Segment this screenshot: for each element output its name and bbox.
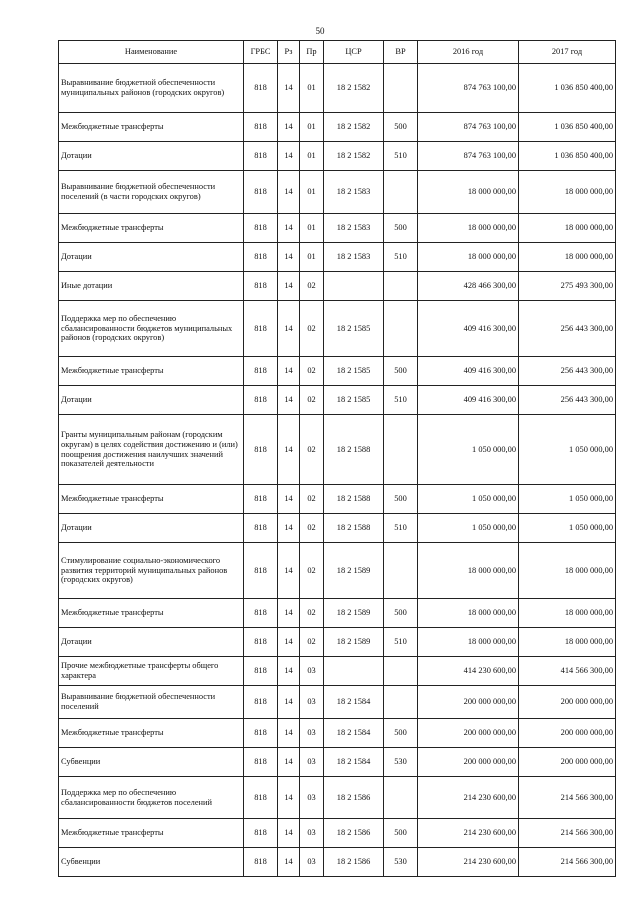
column-header-grbs: ГРБС [244, 41, 278, 64]
cell-vr: 500 [384, 819, 418, 848]
cell-pr: 02 [300, 415, 324, 485]
cell-name: Прочие межбюджетные трансферты общего характера [59, 657, 244, 686]
cell-2016: 428 466 300,00 [418, 272, 519, 301]
cell-vr: 510 [384, 243, 418, 272]
cell-2016: 18 000 000,00 [418, 628, 519, 657]
cell-grbs: 818 [244, 113, 278, 142]
cell-pr: 02 [300, 272, 324, 301]
cell-rz: 14 [278, 415, 300, 485]
cell-csr: 18 2 1586 [324, 819, 384, 848]
cell-pr: 03 [300, 777, 324, 819]
cell-grbs: 818 [244, 686, 278, 719]
cell-vr [384, 301, 418, 357]
table-row [59, 514, 616, 543]
cell-2017: 1 036 850 400,00 [519, 142, 616, 171]
cell-grbs: 818 [244, 357, 278, 386]
cell-2017: 214 566 300,00 [519, 848, 616, 877]
cell-2016: 874 763 100,00 [418, 113, 519, 142]
cell-name: Межбюджетные трансферты [59, 214, 244, 243]
cell-2016: 874 763 100,00 [418, 64, 519, 113]
cell-pr: 01 [300, 142, 324, 171]
cell-vr [384, 64, 418, 113]
cell-vr: 500 [384, 113, 418, 142]
cell-csr: 18 2 1584 [324, 719, 384, 748]
cell-csr: 18 2 1585 [324, 301, 384, 357]
cell-rz: 14 [278, 719, 300, 748]
table-row [59, 657, 616, 686]
table-header-row [59, 41, 616, 64]
cell-rz: 14 [278, 272, 300, 301]
cell-pr: 03 [300, 719, 324, 748]
cell-name: Выравнивание бюджетной обеспеченности поселений (в части городских округов) [59, 171, 244, 214]
cell-pr: 01 [300, 214, 324, 243]
table-row [59, 777, 616, 819]
cell-vr [384, 543, 418, 599]
cell-csr: 18 2 1589 [324, 628, 384, 657]
cell-csr: 18 2 1589 [324, 599, 384, 628]
cell-2017: 200 000 000,00 [519, 748, 616, 777]
cell-pr: 01 [300, 243, 324, 272]
column-header-vr: ВР [384, 41, 418, 64]
cell-rz: 14 [278, 514, 300, 543]
cell-name: Межбюджетные трансферты [59, 485, 244, 514]
cell-name: Дотации [59, 142, 244, 171]
cell-grbs: 818 [244, 543, 278, 599]
cell-vr [384, 686, 418, 719]
cell-name: Выравнивание бюджетной обеспеченности поселений [59, 686, 244, 719]
cell-rz: 14 [278, 357, 300, 386]
cell-2016: 874 763 100,00 [418, 142, 519, 171]
cell-csr: 18 2 1588 [324, 514, 384, 543]
table-row [59, 819, 616, 848]
cell-vr: 500 [384, 485, 418, 514]
cell-2017: 18 000 000,00 [519, 214, 616, 243]
cell-pr: 02 [300, 301, 324, 357]
cell-rz: 14 [278, 628, 300, 657]
cell-vr: 500 [384, 719, 418, 748]
cell-2016: 409 416 300,00 [418, 386, 519, 415]
cell-grbs: 818 [244, 657, 278, 686]
cell-rz: 14 [278, 686, 300, 719]
table-row [59, 357, 616, 386]
table-row [59, 214, 616, 243]
cell-grbs: 818 [244, 848, 278, 877]
cell-rz: 14 [278, 543, 300, 599]
cell-2017: 18 000 000,00 [519, 543, 616, 599]
column-header-pr: Пр [300, 41, 324, 64]
column-header-name: Наименование [59, 41, 244, 64]
column-header-rz: Рз [278, 41, 300, 64]
cell-vr: 500 [384, 357, 418, 386]
cell-2017: 414 566 300,00 [519, 657, 616, 686]
cell-rz: 14 [278, 657, 300, 686]
cell-grbs: 818 [244, 386, 278, 415]
cell-2016: 18 000 000,00 [418, 214, 519, 243]
cell-name: Поддержка мер по обеспечению сбалансированности бюджетов поселений [59, 777, 244, 819]
cell-csr: 18 2 1584 [324, 686, 384, 719]
cell-grbs: 818 [244, 777, 278, 819]
table-row [59, 64, 616, 113]
cell-2017: 200 000 000,00 [519, 719, 616, 748]
cell-2016: 414 230 600,00 [418, 657, 519, 686]
cell-vr [384, 415, 418, 485]
cell-pr: 01 [300, 113, 324, 142]
cell-pr: 01 [300, 171, 324, 214]
cell-2017: 1 036 850 400,00 [519, 64, 616, 113]
cell-name: Межбюджетные трансферты [59, 719, 244, 748]
cell-csr [324, 657, 384, 686]
table-row [59, 171, 616, 214]
cell-grbs: 818 [244, 415, 278, 485]
cell-vr: 510 [384, 628, 418, 657]
table-row [59, 543, 616, 599]
cell-vr: 530 [384, 848, 418, 877]
column-header-2016: 2016 год [418, 41, 519, 64]
cell-pr: 03 [300, 657, 324, 686]
cell-2017: 214 566 300,00 [519, 777, 616, 819]
cell-grbs: 818 [244, 243, 278, 272]
cell-2017: 1 050 000,00 [519, 485, 616, 514]
cell-vr [384, 272, 418, 301]
cell-csr: 18 2 1585 [324, 357, 384, 386]
cell-csr: 18 2 1582 [324, 64, 384, 113]
cell-pr: 02 [300, 514, 324, 543]
cell-vr [384, 171, 418, 214]
cell-2017: 1 050 000,00 [519, 514, 616, 543]
cell-pr: 02 [300, 599, 324, 628]
cell-name: Дотации [59, 628, 244, 657]
cell-csr [324, 272, 384, 301]
cell-rz: 14 [278, 819, 300, 848]
cell-2017: 275 493 300,00 [519, 272, 616, 301]
cell-grbs: 818 [244, 301, 278, 357]
cell-grbs: 818 [244, 64, 278, 113]
column-header-2017: 2017 год [519, 41, 616, 64]
cell-vr: 500 [384, 214, 418, 243]
cell-csr: 18 2 1582 [324, 113, 384, 142]
cell-name: Дотации [59, 243, 244, 272]
cell-csr: 18 2 1588 [324, 415, 384, 485]
cell-grbs: 818 [244, 819, 278, 848]
cell-2017: 18 000 000,00 [519, 628, 616, 657]
cell-rz: 14 [278, 113, 300, 142]
cell-csr: 18 2 1582 [324, 142, 384, 171]
cell-pr: 03 [300, 748, 324, 777]
cell-2016: 1 050 000,00 [418, 514, 519, 543]
cell-2017: 18 000 000,00 [519, 243, 616, 272]
cell-name: Субвенции [59, 748, 244, 777]
cell-vr [384, 657, 418, 686]
cell-pr: 03 [300, 819, 324, 848]
table-row [59, 415, 616, 485]
cell-csr: 18 2 1588 [324, 485, 384, 514]
table-row [59, 113, 616, 142]
table-row [59, 485, 616, 514]
table-row [59, 386, 616, 415]
cell-vr: 530 [384, 748, 418, 777]
table-body [59, 64, 616, 877]
table-row [59, 599, 616, 628]
cell-2017: 214 566 300,00 [519, 819, 616, 848]
column-header-csr: ЦСР [324, 41, 384, 64]
cell-pr: 02 [300, 485, 324, 514]
cell-2017: 256 443 300,00 [519, 301, 616, 357]
cell-name: Субвенции [59, 848, 244, 877]
cell-pr: 03 [300, 686, 324, 719]
cell-2016: 18 000 000,00 [418, 543, 519, 599]
cell-csr: 18 2 1584 [324, 748, 384, 777]
cell-csr: 18 2 1583 [324, 171, 384, 214]
cell-2016: 18 000 000,00 [418, 599, 519, 628]
cell-2016: 18 000 000,00 [418, 171, 519, 214]
budget-table [58, 40, 616, 877]
cell-pr: 03 [300, 848, 324, 877]
cell-grbs: 818 [244, 628, 278, 657]
cell-rz: 14 [278, 243, 300, 272]
cell-2016: 18 000 000,00 [418, 243, 519, 272]
cell-vr: 510 [384, 514, 418, 543]
cell-grbs: 818 [244, 272, 278, 301]
cell-2017: 256 443 300,00 [519, 357, 616, 386]
cell-2016: 214 230 600,00 [418, 777, 519, 819]
cell-2017: 1 036 850 400,00 [519, 113, 616, 142]
table-row [59, 301, 616, 357]
cell-rz: 14 [278, 748, 300, 777]
cell-csr: 18 2 1583 [324, 243, 384, 272]
cell-vr: 510 [384, 142, 418, 171]
cell-rz: 14 [278, 64, 300, 113]
cell-2017: 18 000 000,00 [519, 171, 616, 214]
cell-csr: 18 2 1586 [324, 777, 384, 819]
cell-pr: 02 [300, 386, 324, 415]
cell-2016: 200 000 000,00 [418, 686, 519, 719]
table-row [59, 848, 616, 877]
table-row [59, 243, 616, 272]
cell-name: Иные дотации [59, 272, 244, 301]
cell-rz: 14 [278, 301, 300, 357]
cell-2016: 214 230 600,00 [418, 819, 519, 848]
cell-vr: 500 [384, 599, 418, 628]
cell-name: Межбюджетные трансферты [59, 599, 244, 628]
cell-name: Выравнивание бюджетной обеспеченности муниципальных районов (городских округов) [59, 64, 244, 113]
cell-2017: 200 000 000,00 [519, 686, 616, 719]
cell-name: Поддержка мер по обеспечению сбалансированности бюджетов муниципальных районов (городских округов) [59, 301, 244, 357]
cell-name: Межбюджетные трансферты [59, 357, 244, 386]
table-row [59, 628, 616, 657]
cell-2016: 409 416 300,00 [418, 357, 519, 386]
table-row [59, 272, 616, 301]
cell-name: Межбюджетные трансферты [59, 113, 244, 142]
cell-csr: 18 2 1589 [324, 543, 384, 599]
cell-pr: 02 [300, 357, 324, 386]
cell-csr: 18 2 1583 [324, 214, 384, 243]
cell-rz: 14 [278, 599, 300, 628]
table-row [59, 142, 616, 171]
cell-name: Дотации [59, 514, 244, 543]
cell-rz: 14 [278, 386, 300, 415]
table-row [59, 719, 616, 748]
cell-grbs: 818 [244, 719, 278, 748]
cell-2016: 1 050 000,00 [418, 485, 519, 514]
cell-grbs: 818 [244, 142, 278, 171]
cell-rz: 14 [278, 485, 300, 514]
cell-grbs: 818 [244, 748, 278, 777]
cell-rz: 14 [278, 142, 300, 171]
cell-rz: 14 [278, 214, 300, 243]
cell-pr: 01 [300, 64, 324, 113]
cell-pr: 02 [300, 543, 324, 599]
cell-name: Стимулирование социально-экономического развития территорий муниципальных районов (городских округов) [59, 543, 244, 599]
cell-2016: 200 000 000,00 [418, 748, 519, 777]
cell-grbs: 818 [244, 171, 278, 214]
cell-vr [384, 777, 418, 819]
cell-2016: 409 416 300,00 [418, 301, 519, 357]
cell-name: Гранты муниципальным районам (городским округам) в целях содействия достижению и (или) поощрения достижения наилучших значений показателей деятельности [59, 415, 244, 485]
cell-grbs: 818 [244, 485, 278, 514]
cell-grbs: 818 [244, 514, 278, 543]
cell-name: Дотации [59, 386, 244, 415]
cell-2016: 1 050 000,00 [418, 415, 519, 485]
cell-pr: 02 [300, 628, 324, 657]
cell-2017: 18 000 000,00 [519, 599, 616, 628]
cell-rz: 14 [278, 171, 300, 214]
cell-csr: 18 2 1586 [324, 848, 384, 877]
cell-vr: 510 [384, 386, 418, 415]
cell-csr: 18 2 1585 [324, 386, 384, 415]
table-row [59, 686, 616, 719]
cell-grbs: 818 [244, 599, 278, 628]
cell-rz: 14 [278, 848, 300, 877]
cell-2016: 200 000 000,00 [418, 719, 519, 748]
cell-name: Межбюджетные трансферты [59, 819, 244, 848]
cell-2017: 256 443 300,00 [519, 386, 616, 415]
cell-grbs: 818 [244, 214, 278, 243]
cell-2017: 1 050 000,00 [519, 415, 616, 485]
table-row [59, 748, 616, 777]
cell-rz: 14 [278, 777, 300, 819]
page-number: 50 [315, 26, 325, 36]
cell-2016: 214 230 600,00 [418, 848, 519, 877]
